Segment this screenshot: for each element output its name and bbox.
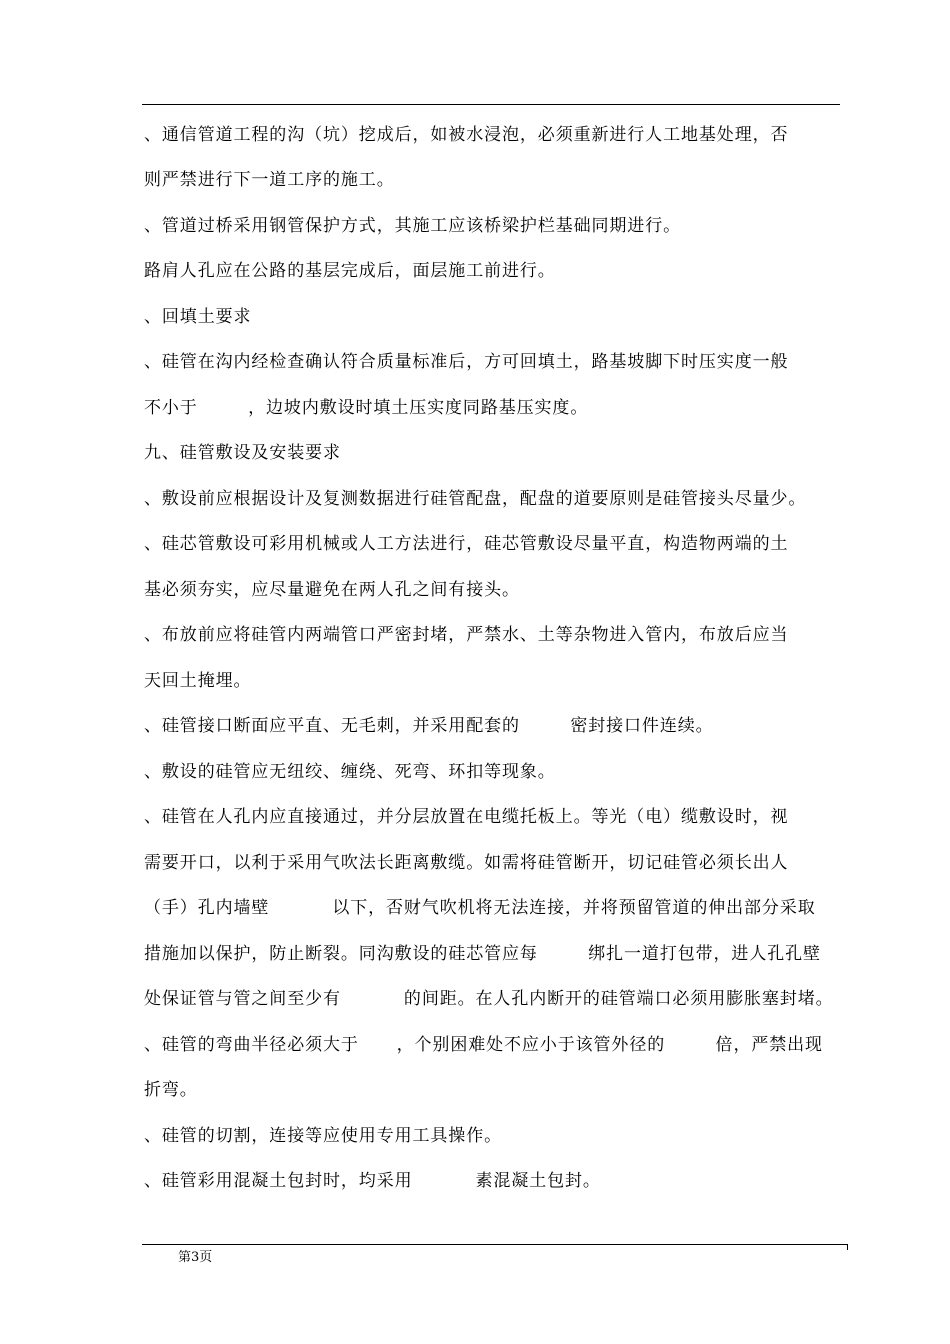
text-line: 折弯。 bbox=[144, 1080, 198, 1100]
header-rule bbox=[142, 104, 840, 105]
text-line: 、敷设的硅管应无纽绞、缠绕、死弯、环扣等现象。 bbox=[144, 762, 556, 782]
text-line: 、硅管接口断面应平直、无毛刺，并采用配套的 密封接口件连续。 bbox=[144, 716, 714, 736]
text-line: 、硅管的弯曲半径必须大于 ，个别困难处不应小于该管外径的 倍，严禁出现 bbox=[144, 1035, 823, 1055]
footer-rule bbox=[142, 1244, 848, 1245]
text-line: 需要开口，以利于采用气吹法长距离敷缆。如需将硅管断开，切记硅管必须长出人 bbox=[144, 853, 789, 873]
text-line: 、硅管在人孔内应直接通过，并分层放置在电缆托板上。等光（电）缆敷设时，视 bbox=[144, 807, 789, 827]
footer-rule-tick bbox=[847, 1244, 848, 1250]
section-heading: 九、硅管敷设及安装要求 bbox=[144, 443, 341, 463]
text-line: 、管道过桥采用钢管保护方式，其施工应该桥梁护栏基础同期进行。 bbox=[144, 216, 681, 236]
text-line: 、通信管道工程的沟（坑）挖成后，如被水浸泡，必须重新进行人工地基处理，否 bbox=[144, 125, 789, 145]
text-line: 、硅管的切割，连接等应使用专用工具操作。 bbox=[144, 1126, 502, 1146]
text-line: （手）孔内墙壁 以下，否财气吹机将无法连接，并将预留管道的伸出部分采取 bbox=[144, 898, 816, 918]
text-line: 不小于 ，边坡内敷设时填土压实度同路基压实度。 bbox=[144, 398, 589, 418]
text-line: 则严禁进行下一道工序的施工。 bbox=[144, 170, 395, 190]
text-line: 、硅管彩用混凝土包封时，均采用 素混凝土包封。 bbox=[144, 1171, 601, 1191]
text-line: 、回填土要求 bbox=[144, 307, 252, 327]
text-line: 路肩人孔应在公路的基层完成后，面层施工前进行。 bbox=[144, 261, 556, 281]
page-number: 第3页 bbox=[178, 1250, 213, 1265]
text-line: 措施加以保护，防止断裂。同沟敷设的硅芯管应每 绑扎一道打包带，进人孔孔壁 bbox=[144, 944, 821, 964]
text-line: 、敷设前应根据设计及复测数据进行硅管配盘，配盘的道要原则是硅管接头尽量少。 bbox=[144, 489, 807, 509]
text-line: 天回土掩埋。 bbox=[144, 671, 252, 691]
text-line: 、硅芯管敷设可彩用机械或人工方法进行，硅芯管敷设尽量平直，构造物两端的土 bbox=[144, 534, 789, 554]
text-line: 基必须夯实，应尽量避免在两人孔之间有接头。 bbox=[144, 580, 520, 600]
text-line: 、布放前应将硅管内两端管口严密封堵，严禁水、土等杂物进入管内，布放后应当 bbox=[144, 625, 789, 645]
text-line: 、硅管在沟内经检查确认符合质量标准后，方可回填土，路基坡脚下时压实度一般 bbox=[144, 352, 789, 372]
text-line: 处保证管与管之间至少有 的间距。在人孔内断开的硅管端口必须用膨胀塞封堵。 bbox=[144, 989, 834, 1009]
